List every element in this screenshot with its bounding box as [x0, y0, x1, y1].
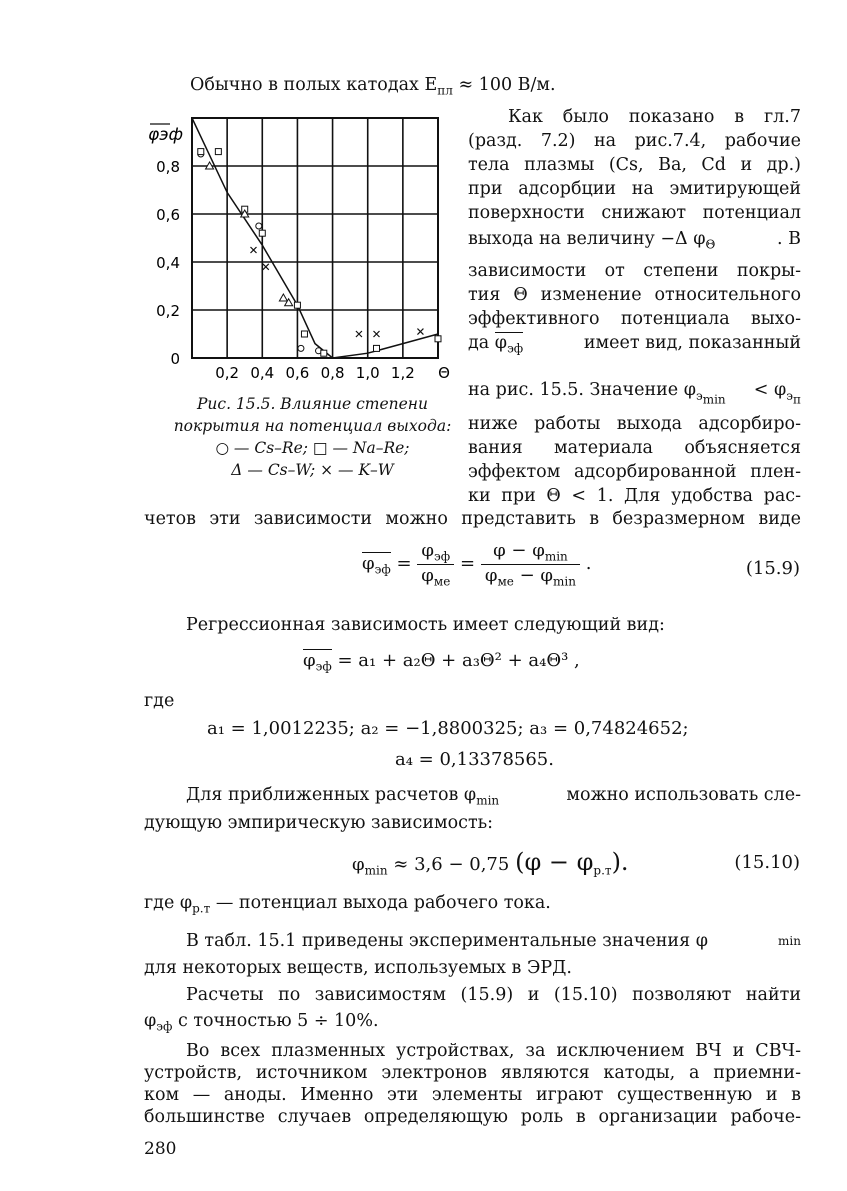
text-line: ки при Θ < 1. Для удобства рас- — [468, 485, 801, 506]
text-line: (разд. 7.2) на рис.7.4, рабочие — [468, 131, 801, 151]
data-point-square — [294, 302, 300, 308]
text-line: зависимости от степени покры- — [468, 260, 801, 281]
text-line: где — [144, 691, 175, 711]
data-point-square — [374, 345, 380, 351]
regression-equation: $\varphi_{эф} = a_1 + a_2\Theta + a_3\Theta^2 + a_4\Theta^3$ , — [303, 650, 580, 674]
text-line: тия Θ изменение относительного — [468, 284, 801, 305]
text-line: устройств, источником электронов являются катоды, а приемни- — [144, 1063, 801, 1083]
text-line: поверхности снижают потенциал — [468, 203, 801, 223]
x-tick-label: 0,6 — [285, 364, 310, 382]
data-point-square — [321, 350, 327, 356]
data-point-cross — [417, 329, 423, 335]
data-point-square — [435, 336, 441, 342]
data-point-triangle — [279, 294, 287, 301]
data-point-circle — [256, 223, 262, 229]
data-point-square — [198, 149, 204, 155]
equation-15-9: $\varphi_{эф}$ = $\frac{\varphi_{эф}}{\varphi_{ме}}$ = $\frac{\varphi - \varphi_{min}}{\varphi_{ме} - \varphi_{min}}$ . — [362, 540, 592, 589]
text-line: большинстве случаев определяющую роль в организации рабоче- — [144, 1107, 801, 1127]
plot-frame — [192, 118, 438, 358]
x-tick-label: 0,2 — [215, 364, 240, 382]
text-line: где $\varphi_{р.т}$ — потенциал выхода рабочего тока. — [144, 893, 551, 916]
text-line: Как было показано в гл.7 — [508, 107, 801, 127]
text-line: для некоторых веществ, используемых в ЭРД. — [144, 958, 572, 978]
y-axis-label: φэф — [148, 125, 184, 145]
text-line: эффектом адсорбированной плен- — [468, 461, 801, 482]
text-line: В табл. 15.1 приведены экспериментальные значения φ min — [186, 931, 801, 951]
text-line: да $\varphi_{эф}$ имеет вид, показанный — [468, 332, 801, 355]
text-line: ниже работы выхода адсорбиро- — [468, 413, 801, 434]
figure-caption — [160, 393, 465, 481]
text-line: вания материала объясняется — [468, 437, 801, 458]
x-tick-label: 0,8 — [320, 364, 345, 382]
x-tick-label: 1,0 — [355, 364, 380, 382]
y-tick-label: 0 — [170, 350, 180, 368]
right-column-text — [468, 106, 801, 507]
data-point-cross — [251, 247, 257, 253]
y-tick-label: 0,8 — [156, 158, 180, 176]
text-line: при адсорбции на эмитирующей — [468, 179, 801, 199]
text-line: выхода на величину −Δ $\varphi_\Theta$ . В — [468, 229, 801, 252]
regression-curve — [192, 118, 438, 358]
y-tick-label: 0,4 — [156, 254, 180, 272]
x-tick-label: 0,4 — [250, 364, 275, 382]
data-point-cross — [356, 331, 362, 337]
coefficients-line: a₄ = 0,13378565. — [395, 749, 554, 770]
intro-line: Обычно в полых катодах $E_{пл} \approx 100$ В/м. — [190, 75, 556, 98]
text-line: Расчеты по зависимостям (15.9) и (15.10) позволяют найти — [186, 985, 801, 1005]
page-number: 280 — [144, 1139, 177, 1159]
coefficients-line: a₁ = 1,0012235; a₂ = −1,8800325; a₃ = 0,74824652; — [207, 718, 689, 739]
caption-title: Рис. 15.5. Влияние степени — [196, 395, 428, 413]
text-line: эффективного потенциала выхо- — [468, 308, 801, 329]
data-point-circle — [298, 345, 304, 351]
text-line: четов эти зависимости можно представить в безразмерном виде — [144, 509, 801, 529]
text-line: Во всех плазменных устройствах, за исключением ВЧ и СВЧ- — [186, 1041, 801, 1061]
text-line: на рис. 15.5. Значение $\varphi_{э_{min}}$ < $\varphi_{э_п}$ — [468, 380, 801, 406]
equation-number: (15.10) — [734, 852, 800, 873]
data-point-square — [215, 149, 221, 155]
text-line: Для приближенных расчетов $\varphi_{min}$ можно использовать сле- — [186, 785, 801, 808]
y-tick-label: 0,2 — [156, 302, 180, 320]
final-paragraph — [144, 1040, 801, 1128]
caption-line: покрытия на потенциал выхода: — [173, 417, 452, 435]
caption-legend-line: ○ — Cs–Re; □ — Na–Re; — [215, 439, 410, 457]
caption-legend-line: Δ — Cs–W; × — K–W — [231, 461, 394, 479]
text-line: Регрессионная зависимость имеет следующий вид: — [186, 615, 665, 635]
data-point-cross — [263, 264, 269, 270]
equation-number: (15.9) — [745, 558, 800, 579]
text-line: тела плазмы (Cs, Ba, Cd и др.) — [468, 155, 801, 175]
figure-15-5-chart — [140, 100, 450, 390]
data-point-square — [301, 331, 307, 337]
text-line: дующую эмпирическую зависимость: — [144, 813, 494, 833]
data-point-cross — [374, 331, 380, 337]
equation-15-10: $\varphi_{min} \approx 3,6 - 0,75$ $(\varphi - \varphi_{р.т})$. — [352, 848, 629, 878]
data-point-square — [259, 230, 265, 236]
x-tick-label: 1,2 — [390, 364, 415, 382]
y-tick-label: 0,6 — [156, 206, 180, 224]
x-axis-label: Θ — [438, 364, 450, 382]
text-line: ком — аноды. Именно эти элементы играют существенную и в — [144, 1085, 801, 1105]
text-line: $\varphi_{эф}$ с точностью 5 ÷ 10%. — [144, 1011, 379, 1034]
